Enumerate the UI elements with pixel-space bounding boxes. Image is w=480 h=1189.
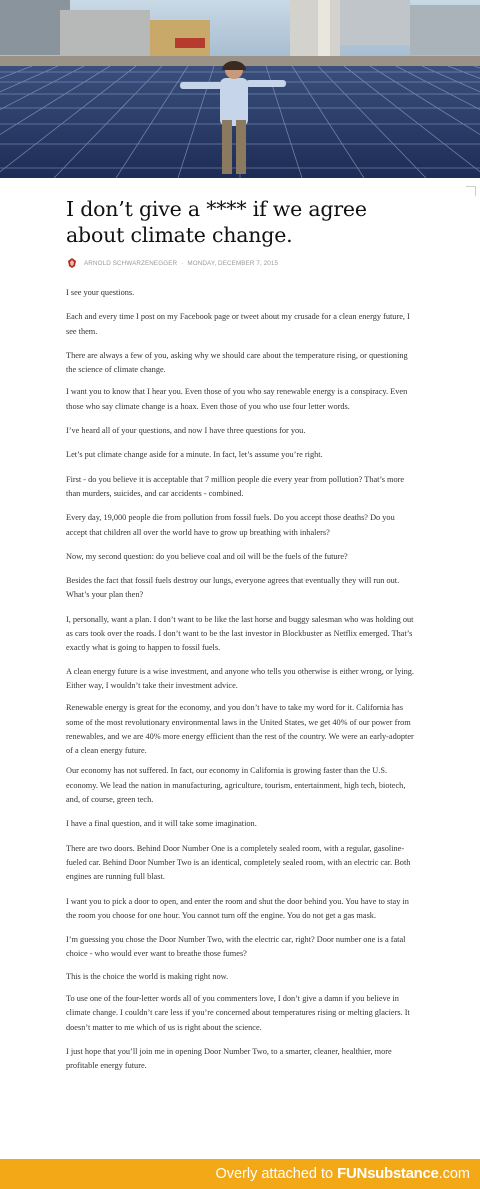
article-paragraph: Besides the fact that fossil fuels destroy our lungs, everyone agrees that eventually they will run out. What’s your plan then? <box>66 576 400 600</box>
article-paragraph: Renewable energy is great for the economy, and you don’t have to take my word for it. California has some of the most revolutionary environmental laws in the United States, we get 40% of our power from renewables, and we are 40% more energy efficient than the rest of the country. We were an early-adopter of a clean energy future. <box>66 703 414 756</box>
article-paragraph: First - do you believe it is acceptable that 7 million people die every year from pollution? That’s more than murders, suicides, and car accidents - combined. <box>66 474 405 498</box>
article-meta <box>66 256 416 270</box>
article-paragraph: A clean energy future is a wise investment, and anyone who tells you otherwise is either wrong, or lying. Either way, I wouldn’t take their investment advice. <box>66 666 415 690</box>
article-paragraph: To use one of the four-letter words all of you commenters love, I don’t give a damn if you believe in climate change. I couldn’t care less if you’re concerned about temperatures rising or melting glaciers. It doesn’t matter to me which of us is right about the science. <box>66 993 410 1032</box>
hero-photo <box>0 0 480 178</box>
meta-separator: · <box>181 259 184 267</box>
article-paragraph: I see your questions. <box>66 288 135 297</box>
solar-panels-photo-icon <box>0 0 480 178</box>
corner-mark <box>466 186 476 196</box>
article-body <box>66 286 416 1073</box>
article-paragraph: There are always a few of you, asking why we should care about the temperature rising, or questioning the science of climate change. <box>66 350 408 375</box>
article-paragraph: Each and every time I post on my Facebook page or tweet about my crusade for a clean energy future, I see them. <box>66 312 410 336</box>
article-paragraph: I have a final question, and it will take some imagination. <box>66 819 257 829</box>
article-paragraph: This is the choice the world is making right now. <box>66 971 229 981</box>
article-paragraph: Now, my second question: do you believe coal and oil will be the fuels of the future? <box>66 551 348 561</box>
article-title: I don’t give a **** if we agree about climate change. <box>66 197 367 247</box>
footer-suffix: .com <box>438 1166 470 1182</box>
article-paragraph: I’m guessing you chose the Door Number Two, with the electric car, right? Door number one is a fatal choice - who would ever want to breathe those fumes? <box>66 935 406 959</box>
article-paragraph: I just hope that you’ll join me in opening Door Number Two, to a smarter, cleaner, healthier, more profitable energy future. <box>66 1046 392 1071</box>
article-paragraph: I’ve heard all of your questions, and now I have three questions for you. <box>66 426 306 436</box>
article <box>66 196 416 1073</box>
article-paragraph: I want you to know that I hear you. Even those of you who say renewable energy is a conspiracy. Even those who say climate change is a hoax. Even those of you who use four letter words. <box>66 387 408 411</box>
author-avatar-icon <box>66 257 78 269</box>
footer-prefix: Overly attached to <box>215 1166 338 1182</box>
article-paragraph: Our economy has not suffered. In fact, our economy in California is growing faster than the U.S. economy. We lead the nation in manufacturing, agriculture, tourism, entertainment, high tech, biotech, and, of course, green tech. <box>66 766 406 805</box>
article-paragraph: Let’s put climate change aside for a minute. In fact, let’s assume you’re right. <box>66 450 323 460</box>
article-paragraph: I want you to pick a door to open, and enter the room and shut the door behind you. You have to stay in the room you choose for one hour. You cannot turn off the engine. You do not get a gas mask. <box>66 896 409 920</box>
publish-date: MONDAY, DECEMBER 7, 2015 <box>187 259 279 267</box>
article-paragraph: There are two doors. Behind Door Number One is a completely sealed room, with a regular, gasoline-fueled car. Behind Door Number Two is an identical, completely sealed room, with an electric car. Both engines are running full blast. <box>66 843 411 882</box>
article-paragraph: Every day, 19,000 people die from pollution from fossil fuels. Do you accept those deaths? Do you accept that children all over the world have to grow up breathing with inhalers? <box>66 513 395 537</box>
author-name[interactable]: ARNOLD SCHWARZENEGGER <box>84 259 178 267</box>
footer-text[interactable] <box>215 1165 470 1182</box>
footer-brand: FUNsubstance <box>337 1165 439 1182</box>
article-paragraph: I, personally, want a plan. I don’t want to be like the last horse and buggy salesman who was holding out as cars took over the roads. I don’t want to be the last investor in Blockbuster as Netflix emerged. That’s exactly what is going to happen to fossil fuels. <box>66 614 414 653</box>
footer-banner <box>0 1159 480 1189</box>
